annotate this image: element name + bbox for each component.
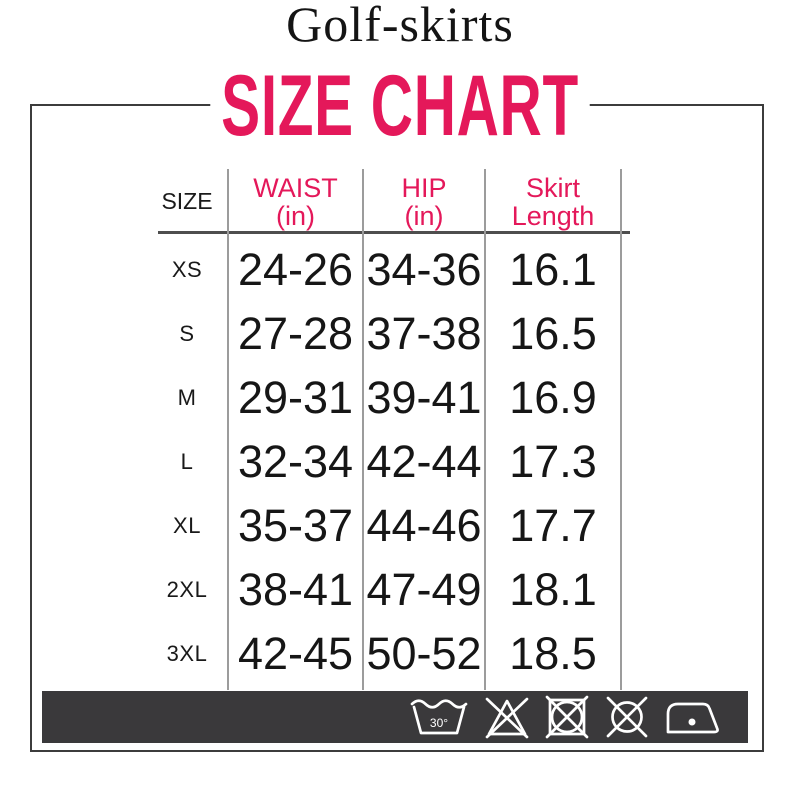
row-label-xs: XS [171,257,203,282]
size-table [130,166,621,686]
row-label-s: S [179,321,195,346]
column-header-skirt-sub: Length [511,201,595,231]
headline-row [0,58,800,154]
column-header-waist-unit: (in) [276,201,315,231]
cell-2xl-waist: 38-41 [237,564,354,615]
cell-m-skirt-length: 16.9 [509,372,597,423]
cell-l-skirt-length: 17.3 [509,436,597,487]
cell-s-waist: 27-28 [237,308,354,359]
column-header-size [130,166,228,238]
size-chart-headline: SIZE CHART [210,62,589,150]
row-label-2xl: 2XL [166,577,208,602]
column-header-size-label: SIZE [161,188,213,215]
row-label-m: M [177,385,197,410]
cell-l-waist: 32-34 [237,436,354,487]
brand-title: Golf-skirts [286,0,514,52]
care-instructions-bar [42,691,748,743]
cell-xl-hip: 44-46 [366,500,482,551]
wash-temp-label: 30° [429,716,449,730]
do-not-bleach-icon [483,694,531,740]
column-header-hip [363,166,485,238]
cell-2xl-hip: 47-49 [366,564,482,615]
do-not-tumble-dry-icon [544,694,590,740]
cell-m-hip: 39-41 [366,372,482,423]
machine-wash-30-icon [408,694,470,740]
row-label-3xl: 3XL [166,641,208,666]
do-not-dry-clean-icon [603,694,651,740]
row-label-l: L [180,449,194,474]
cell-3xl-hip: 50-52 [366,628,482,679]
cell-3xl-waist: 42-45 [237,628,354,679]
cell-xs-skirt-length: 16.1 [509,244,597,295]
cell-2xl-skirt-length: 18.1 [509,564,597,615]
column-header-hip-label: HIP [401,172,447,203]
cell-xl-skirt-length: 17.7 [509,500,597,551]
column-header-waist [228,166,363,238]
column-header-hip-unit: (in) [404,201,444,231]
cell-s-hip: 37-38 [366,308,482,359]
iron-icon [664,696,722,738]
cell-l-hip: 42-44 [366,436,482,487]
column-header-skirt-length [485,166,621,238]
cell-xl-waist: 35-37 [237,500,354,551]
cell-xs-waist: 24-26 [237,244,354,295]
column-header-waist-label: WAIST [253,172,338,203]
cell-xs-hip: 34-36 [366,244,482,295]
cell-s-skirt-length: 16.5 [509,308,597,359]
column-header-skirt-label: Skirt [526,172,580,203]
cell-3xl-skirt-length: 18.5 [509,628,597,679]
cell-m-waist: 29-31 [237,372,354,423]
row-label-xl: XL [173,513,201,538]
